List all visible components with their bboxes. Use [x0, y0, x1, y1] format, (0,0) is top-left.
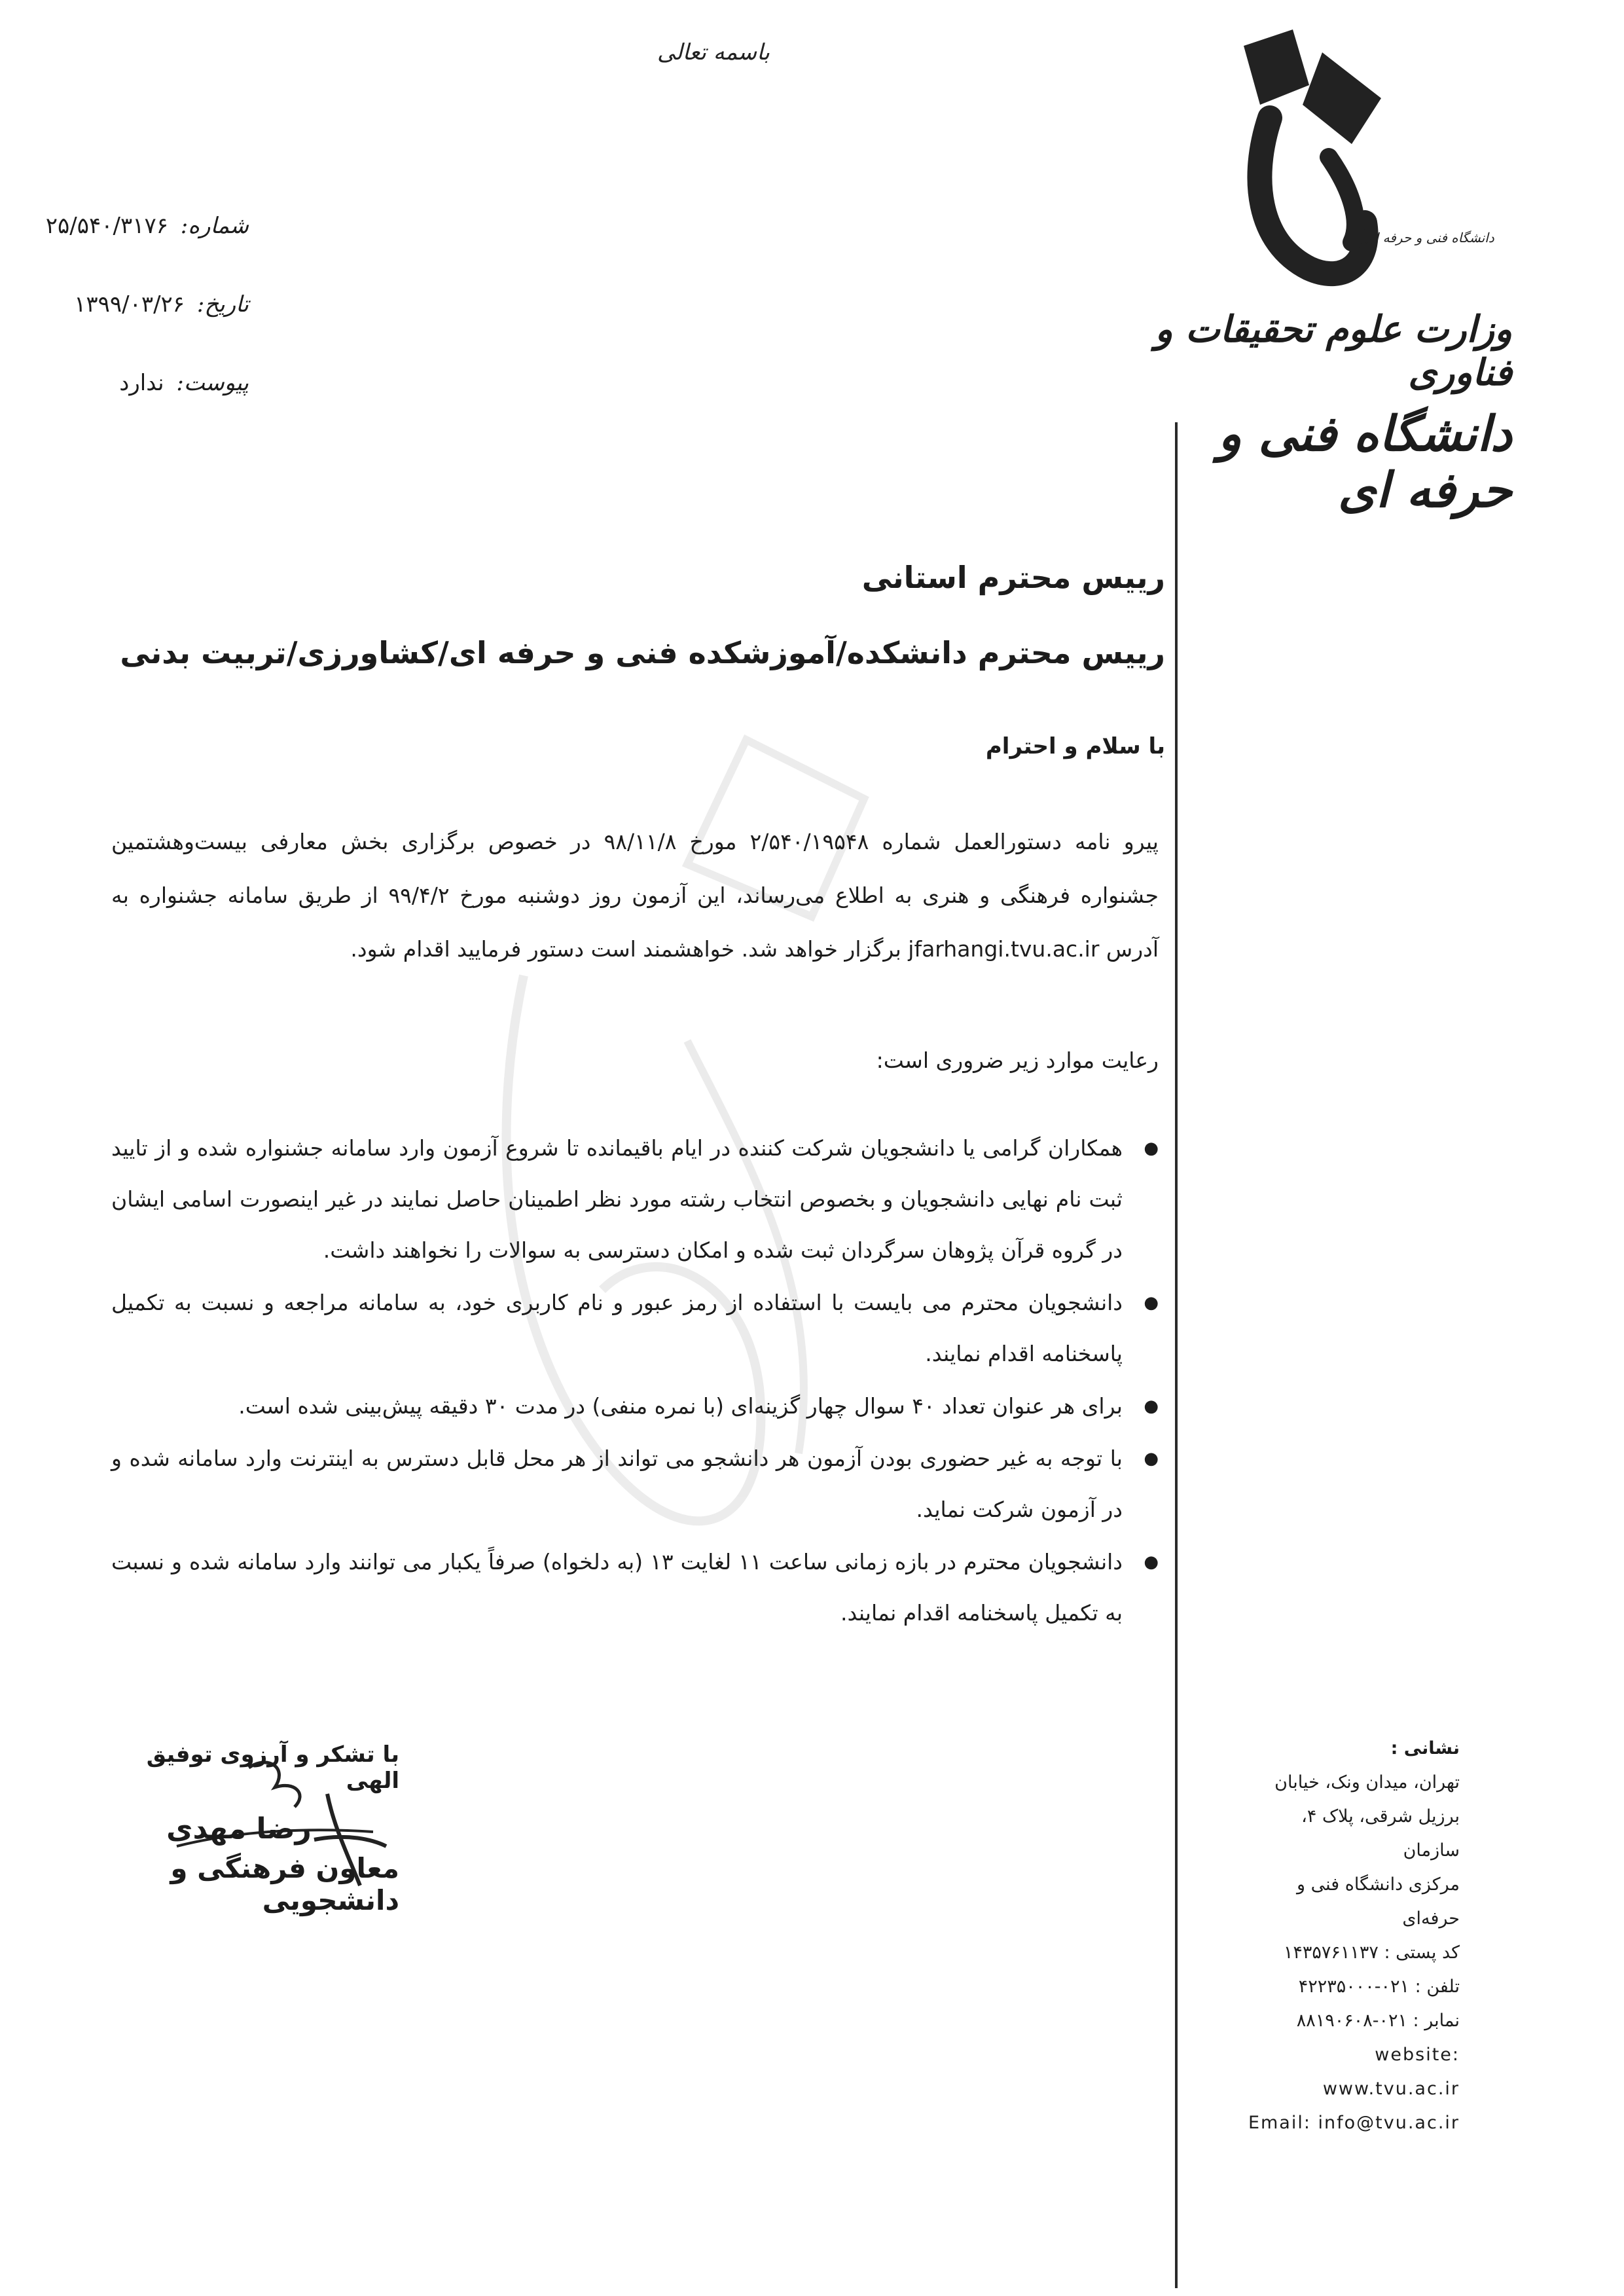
letter-attachment [26, 370, 249, 396]
bismillah-heading: باسمه تعالی [657, 39, 770, 65]
signatory-title: معاون فرهنگی و دانشجویی [170, 1852, 399, 1916]
signatory-name: رضا مهدی [166, 1812, 312, 1846]
requirements-list [111, 1123, 1159, 1640]
address-block [1244, 1732, 1460, 2140]
letter-date [26, 291, 249, 318]
address-line: مرکزی دانشگاه فنی و حرفه‌ای [1297, 1874, 1460, 1929]
address-line: تهران، میدان ونک، خیابان [1274, 1772, 1460, 1793]
letter-attachment-label: پیوست: [176, 370, 249, 396]
greeting: با سلام و احترام [985, 733, 1165, 759]
body-paragraph: پیرو نامه دستورالعمل شماره ۲/۵۴۰/۱۹۵۴۸ مورخ ۹۸/۱۱/۸ در خصوص برگزاری بخش معارفی بیست‌وهشتمین جشنواره فرهنگی و هنری به اطلاع می‌رساند، این آزمون روز دوشنبه مورخ ۹۹/۴/۲ از طریق سامانه جشنواره به آدرس jfarhangi.tvu.ac.ir برگزار خواهد شد. خواهشمند است دستور فرمایید اقدام شود. [111, 829, 1159, 962]
logo-caption: دانشگاه فنی و حرفه ای [1365, 230, 1494, 246]
address-line: برزیل شرقی، پلاک ۴، سازمان [1301, 1806, 1460, 1861]
letter-date-value: ۱۳۹۹/۰۳/۲۶ [74, 291, 185, 318]
letter-number-value: ۲۵/۵۴۰/۳۱۷۶ [45, 213, 168, 239]
signature-closing: با تشکر و آرزوی توفیق الهی [146, 1741, 399, 1794]
vertical-divider [1175, 422, 1178, 2288]
list-item: ● با توجه به غیر حضوری بودن آزمون هر دانشجو می تواند از هر محل قابل دسترس به اینترنت وارد سامانه شده و در آزمون شرکت نماید. [111, 1433, 1159, 1535]
list-item: ● دانشجویان محترم در بازه زمانی ساعت ۱۱ لغایت ۱۳ (به دلخواه) صرفاً یکبار می توانند وارد سامانه شده و نسبت به تکمیل پاسخنامه اقدام نمایند. [111, 1537, 1159, 1639]
website-link[interactable]: website: www.tvu.ac.ir [1322, 2045, 1460, 2099]
address-label: نشانی : [1390, 1738, 1460, 1758]
list-item: ● همکاران گرامی یا دانشجویان شرکت کننده در ایام باقیمانده تا شروع آزمون وارد سامانه جشنواره شده و از تایید ثبت نام نهایی دانشجویان و بخصوص انتخاب رشته مورد نظر اطمینان حاصل نمایند در غیر اینصورت اسامی ایشان در گروه قرآن پژوهان سرگردان ثبت شده و امکان دسترسی به سوالات را نخواهند داشت. [111, 1123, 1159, 1276]
email-link[interactable]: Email: info@tvu.ac.ir [1248, 2113, 1460, 2133]
ministry-name: وزارت علوم تحقیقات و فناوری [1155, 308, 1512, 394]
addressee-faculty-head: رییس محترم دانشکده/آموزشکده فنی و حرفه ای/کشاورزی/تربیت بدنی [120, 635, 1165, 670]
letter-attachment-value: ندارد [119, 370, 164, 396]
signature-block [118, 1741, 399, 1916]
university-name: دانشگاه فنی و حرفه ای [1218, 406, 1512, 519]
letter-number-label: شماره: [180, 213, 249, 239]
list-item: ● دانشجویان محترم می بایست با استفاده از رمز عبور و نام کاربری خود، به سامانه مراجعه و نسبت به تکمیل پاسخنامه اقدام نمایند. [111, 1277, 1159, 1379]
requirements-intro: رعایت موارد زیر ضروری است: [876, 1048, 1159, 1073]
letter-number [26, 213, 249, 239]
list-item: ● برای هر عنوان تعداد ۴۰ سوال چهار گزینه‌ای (با نمره منفی) در مدت ۳۰ دقیقه پیش‌بینی شده است. [111, 1381, 1159, 1432]
fax-number: نمابر : ۰۲۱-۸۸۱۹۰۶۰۸ [1296, 2011, 1460, 2031]
addressee-provincial-head: رییس محترم استانی [861, 560, 1165, 595]
phone-number: تلفن : ۰۲۱-۴۲۲۳۵۰۰۰ [1298, 1977, 1460, 1997]
university-logo [1231, 26, 1494, 288]
letter-date-label: تاریخ: [196, 291, 249, 318]
postal-code: کد پستی : ۱۴۳۵۷۶۱۱۳۷ [1283, 1942, 1460, 1963]
